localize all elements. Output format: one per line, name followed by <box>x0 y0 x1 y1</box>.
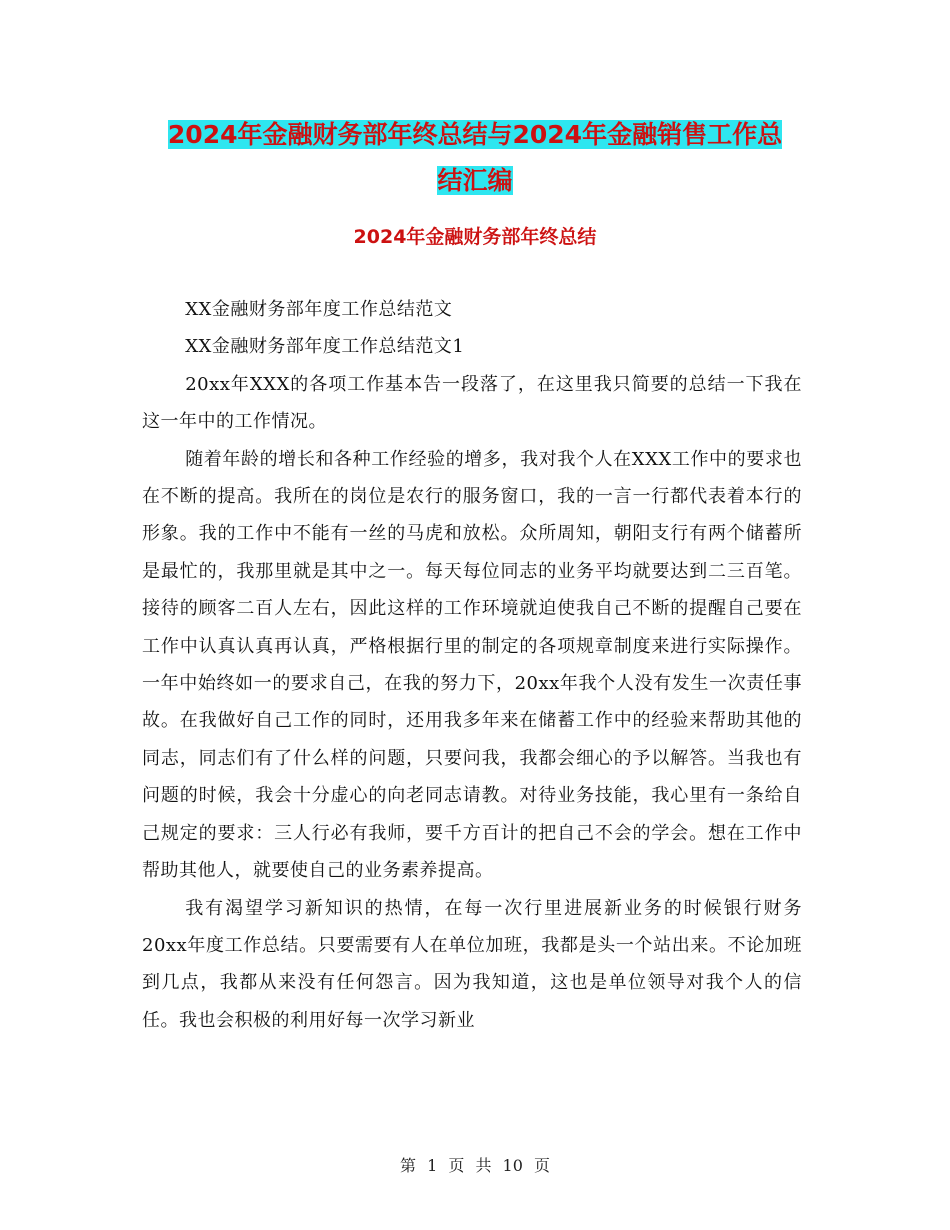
document-title <box>140 112 810 204</box>
paragraph: XX金融财务部年度工作总结范文 <box>185 299 453 320</box>
document-title-line-2: 结汇编 <box>437 166 513 195</box>
page-number-footer: 第 1 页 共 10 页 <box>400 1156 550 1175</box>
paragraph: XX金融财务部年度工作总结范文1 <box>185 336 465 358</box>
section-heading: 2024年金融财务部年终总结 <box>353 226 597 248</box>
document-title-line-1: 2024年金融财务部年终总结与2024年金融销售工作总 <box>167 120 783 149</box>
paragraph: 20xx年XXX的各项工作基本告一段落了，在这里我只简要的总结一下我在这一年中的工作情况。 <box>142 373 802 433</box>
paragraph: 随着年龄的增长和各种工作经验的增多，我对我个人在XXX工作中的要求也在不断的提高。我所在的岗位是农行的服务窗口，我的一言一行都代表着本行的形象。我的工作中不能有一丝的马虎和放松。众所周知，朝阳支行有两个储蓄所是最忙的，我那里就是其中之一。每天每位同志的业务平均就要达到二三百笔。接待的顾客二百人左右，因此这样的工作环境就迫使我自己不断的提醒自己要在工作中认真认真再认真，严格根据行里的制定的各项规章制度来进行实际操作。一年中始终如一的要求自己，在我的努力下，20xx年我个人没有发生一次责任事故。在我做好自己工作的同时，还用我多年来在储蓄工作中的经验来帮助其他的同志，同志们有了什么样的问题，只要问我，我都会细心的予以解答。当我也有问题的时候，我会十分虚心的向老同志请教。对待业务技能，我心里有一条给自己规定的要求：三人行必有我师，要千方百计的把自己不会的学会。想在工作中帮助其他人，就要使自己的业务素养提高。 <box>142 448 802 882</box>
paragraph: 我有渴望学习新知识的热情，在每一次行里进展新业务的时候银行财务20xx年度工作总结。只要需要有人在单位加班，我都是头一个站出来。不论加班到几点，我都从来没有任何怨言。因为我知道，这也是单位领导对我个人的信任。我也会积极的利用好每一次学习新业 <box>142 897 802 1031</box>
document-body <box>142 291 802 1039</box>
